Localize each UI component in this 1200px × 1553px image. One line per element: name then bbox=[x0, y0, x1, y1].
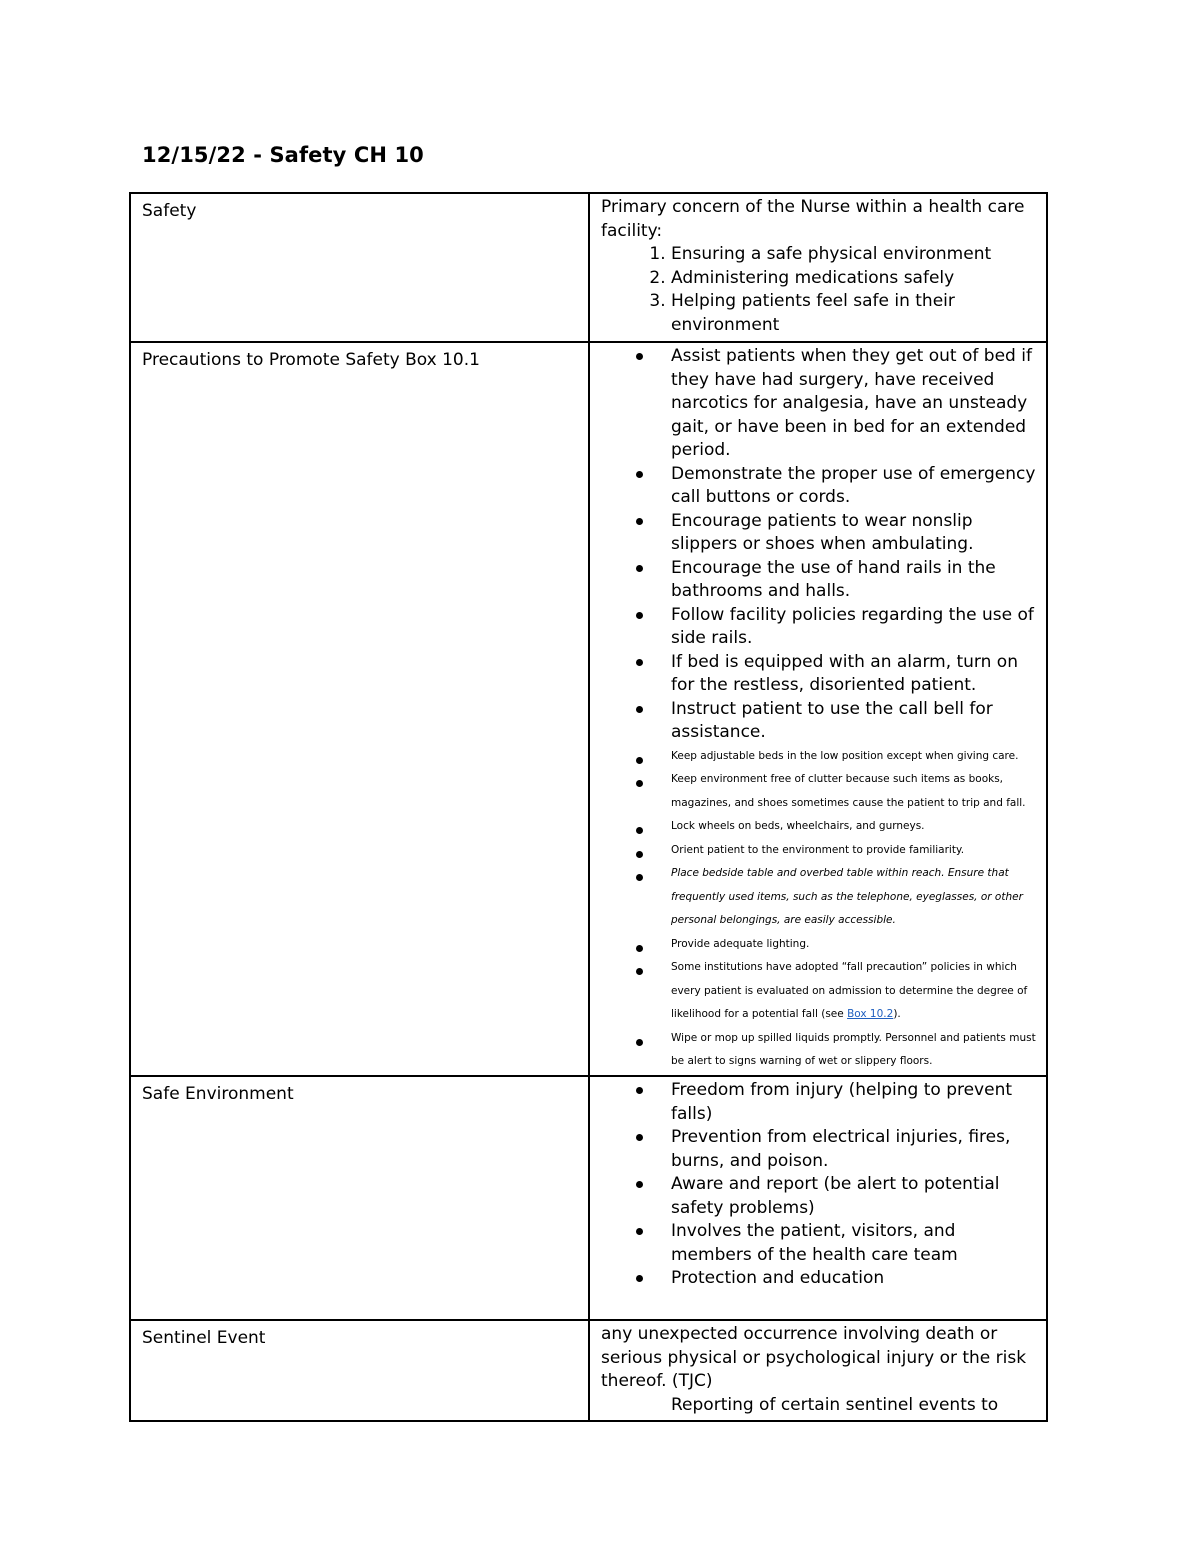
list-item: Prevention from electrical injuries, fires, burns, and poison. bbox=[671, 1126, 1040, 1173]
bullet-list bbox=[601, 1079, 1040, 1291]
definition-cell bbox=[589, 1076, 1047, 1320]
list-item: Follow facility policies regarding the use of side rails. bbox=[671, 604, 1040, 651]
table-row bbox=[130, 342, 1047, 1076]
term-cell: Safety bbox=[130, 193, 589, 342]
table-row bbox=[130, 1076, 1047, 1320]
definition-text: any unexpected occurrence involving death or serious physical or psychological injury or the risk thereof. (TJC) bbox=[601, 1324, 1027, 1391]
notes-table bbox=[129, 192, 1048, 1422]
continuation-text: Reporting of certain sentinel events to bbox=[671, 1394, 999, 1415]
list-item: If bed is equipped with an alarm, turn on for the restless, disoriented patient. bbox=[671, 651, 1040, 698]
term-cell: Sentinel Event bbox=[130, 1320, 589, 1421]
list-item: Provide adequate lighting. bbox=[671, 933, 1040, 957]
table-row bbox=[130, 1320, 1047, 1421]
list-item: Wipe or mop up spilled liquids promptly. Personnel and patients must be alert to signs warning of wet or slippery floors. bbox=[671, 1027, 1040, 1074]
list-item: Keep adjustable beds in the low position except when giving care. bbox=[671, 745, 1040, 769]
list-item: 1. Ensuring a safe physical environment bbox=[671, 243, 1040, 267]
definition-cell bbox=[589, 1320, 1047, 1421]
list-item: Freedom from injury (helping to prevent falls) bbox=[671, 1079, 1040, 1126]
list-item: Assist patients when they get out of bed if they have had surgery, have received narcotics for analgesia, have an unsteady gait, or have been in bed for an extended period. bbox=[671, 345, 1040, 463]
list-item: Keep environment free of clutter because such items as books, magazines, and shoes sometimes cause the patient to trip and fall. bbox=[671, 768, 1040, 815]
list-item: Encourage patients to wear nonslip slippers or shoes when ambulating. bbox=[671, 510, 1040, 557]
list-item-text: Some institutions have adopted “fall precaution” policies in which every patient is evaluated on admission to determine the degree of likelihood for a potential fall (see bbox=[671, 961, 1028, 1020]
list-item: 3. Helping patients feel safe in their environment bbox=[671, 290, 1040, 337]
list-item: Aware and report (be alert to potential safety problems) bbox=[671, 1173, 1040, 1220]
definition-intro: Primary concern of the Nurse within a health care facility: bbox=[601, 197, 1025, 241]
list-item: Instruct patient to use the call bell for assistance. bbox=[671, 698, 1040, 745]
box-10-2-link[interactable]: Box 10.2 bbox=[847, 1008, 894, 1020]
list-item: Orient patient to the environment to provide familiarity. bbox=[671, 839, 1040, 863]
list-item: Lock wheels on beds, wheelchairs, and gurneys. bbox=[671, 815, 1040, 839]
bullet-list bbox=[601, 345, 1040, 1074]
link-suffix: ). bbox=[893, 1008, 901, 1020]
list-item: Encourage the use of hand rails in the bathrooms and halls. bbox=[671, 557, 1040, 604]
term-cell: Precautions to Promote Safety Box 10.1 bbox=[130, 342, 589, 1076]
table-row bbox=[130, 193, 1047, 342]
list-item bbox=[671, 956, 1040, 1027]
list-item: Involves the patient, visitors, and members of the health care team bbox=[671, 1220, 1040, 1267]
numbered-list bbox=[601, 243, 1040, 337]
term-cell: Safe Environment bbox=[130, 1076, 589, 1320]
definition-cell bbox=[589, 342, 1047, 1076]
list-item: Demonstrate the proper use of emergency call buttons or cords. bbox=[671, 463, 1040, 510]
list-item: Place bedside table and overbed table within reach. Ensure that frequently used items, such as the telephone, eyeglasses, or other personal belongings, are easily accessible. bbox=[671, 862, 1040, 933]
page-title: 12/15/22 - Safety CH 10 bbox=[142, 143, 424, 167]
definition-cell bbox=[589, 193, 1047, 342]
list-item: 2. Administering medications safely bbox=[671, 267, 1040, 291]
list-item: Protection and education bbox=[671, 1267, 1040, 1291]
